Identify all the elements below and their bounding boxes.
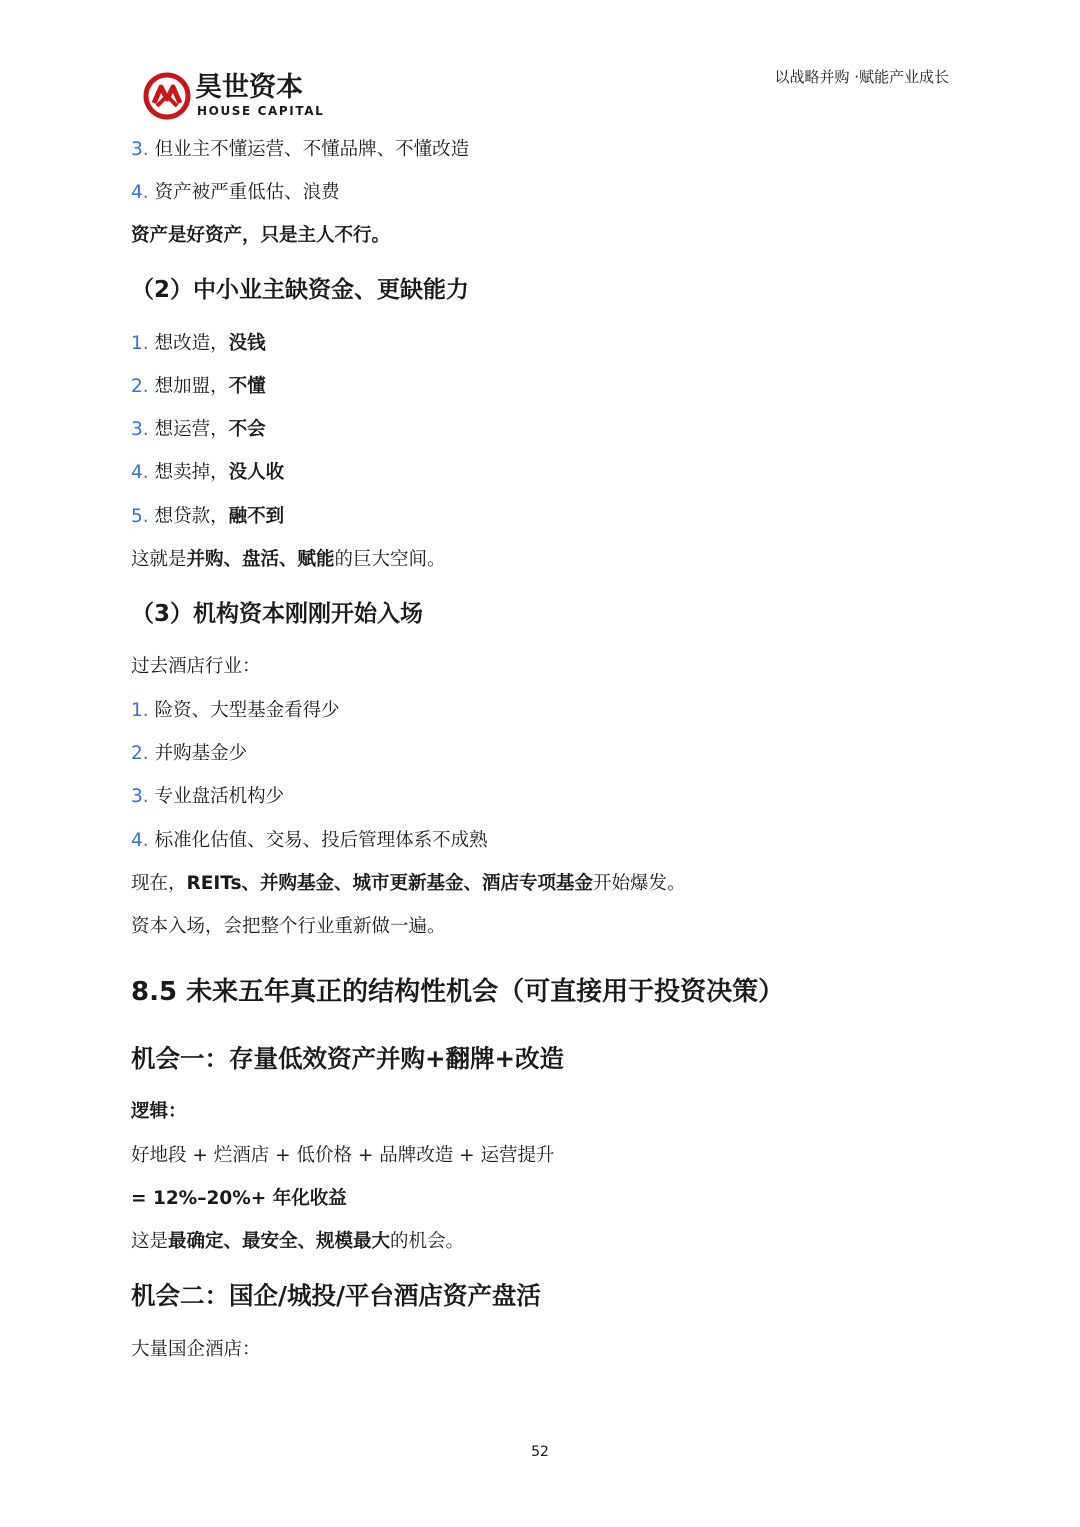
summary-suffix: 的巨大空间。	[334, 549, 446, 571]
page-content	[131, 128, 961, 1371]
header-slogan: 以战略并购 ·赋能产业成长	[774, 68, 949, 86]
list-item	[131, 689, 961, 732]
paragraph	[131, 862, 961, 905]
summary-suffix: 的机会。	[390, 1231, 465, 1253]
formula-text: 好地段 + 烂酒店 + 低价格 + 品牌改造 + 运营提升	[131, 1144, 555, 1166]
list-number: 4.	[131, 462, 149, 484]
list-item	[131, 408, 961, 451]
list-emphasis: 不懂	[228, 375, 266, 397]
summary-emphasis: 最确定、最安全、规模最大	[168, 1231, 391, 1253]
company-logo	[143, 72, 325, 120]
list-number: 4.	[131, 181, 149, 203]
list-text: 想加盟，	[154, 375, 229, 397]
paragraph: 大量国企酒店：	[131, 1338, 261, 1360]
now-prefix: 现在，	[131, 872, 187, 894]
logo-english-name: HOUSE CAPITAL	[197, 104, 325, 118]
list-item	[131, 365, 961, 408]
list-emphasis: 没人收	[228, 462, 285, 484]
section-heading: 8.5 未来五年真正的结构性机会（可直接用于投资决策）	[131, 976, 785, 1007]
list-number: 3.	[131, 138, 149, 160]
list-item	[131, 452, 961, 495]
summary-text	[131, 538, 961, 581]
list-text: 险资、大型基金看得少	[154, 699, 340, 721]
list-number: 2.	[131, 375, 149, 397]
summary-prefix: 这是	[131, 1231, 169, 1253]
list-text: 想贷款，	[154, 505, 229, 527]
page-number: 52	[531, 1444, 549, 1460]
list-number: 1.	[131, 332, 149, 354]
now-suffix: 开始爆发。	[592, 872, 686, 894]
opportunity-heading: 机会二：国企/城投/平台酒店资产盘活	[131, 1280, 541, 1310]
paragraph: 过去酒店行业：	[131, 656, 261, 678]
summary-emphasis: 并购、盘活、赋能	[186, 549, 335, 571]
list-text: 但业主不懂运营、不懂品牌、不懂改造	[154, 138, 470, 160]
list-item	[131, 776, 961, 819]
paragraph: 资本入场，会把整个行业重新做一遍。	[131, 916, 446, 938]
summary-text	[131, 1221, 961, 1264]
list-text: 想卖掉，	[154, 462, 229, 484]
list-emphasis: 没钱	[228, 332, 266, 354]
list-item	[131, 732, 961, 775]
opportunity-heading: 机会一：存量低效资产并购+翻牌+改造	[131, 1043, 565, 1073]
list-number: 1.	[131, 699, 149, 721]
list-number: 3.	[131, 786, 149, 808]
list-item	[131, 819, 961, 862]
list-text: 想改造，	[154, 332, 229, 354]
list-item	[131, 495, 961, 538]
list-text: 资产被严重低估、浪费	[154, 181, 340, 203]
logic-label: 逻辑：	[131, 1101, 187, 1123]
list-text: 标准化估值、交易、投后管理体系不成熟	[154, 829, 488, 851]
list-text: 并购基金少	[154, 742, 248, 764]
summary-prefix: 这就是	[131, 549, 187, 571]
yield-text: = 12%–20%+ 年化收益	[131, 1187, 347, 1209]
list-emphasis: 不会	[228, 419, 266, 441]
list-emphasis: 融不到	[228, 505, 285, 527]
subsection-heading: （2）中小业主缺资金、更缺能力	[131, 276, 470, 303]
subsection-heading: （3）机构资本刚刚开始入场	[131, 600, 424, 627]
list-number: 2.	[131, 742, 149, 764]
list-number: 5.	[131, 505, 149, 527]
conclusion-text: 资产是好资产，只是主人不行。	[131, 225, 391, 247]
list-item	[131, 322, 961, 365]
list-number: 4.	[131, 829, 149, 851]
list-number: 3.	[131, 419, 149, 441]
logo-chinese-name: 昊世资本	[195, 72, 303, 103]
list-item	[131, 171, 961, 214]
now-emphasis: REITs、并购基金、城市更新基金、酒店专项基金	[186, 872, 593, 894]
house-capital-logo-icon	[143, 72, 191, 120]
list-text: 想运营，	[154, 419, 229, 441]
list-text: 专业盘活机构少	[154, 786, 285, 808]
list-item	[131, 128, 961, 171]
